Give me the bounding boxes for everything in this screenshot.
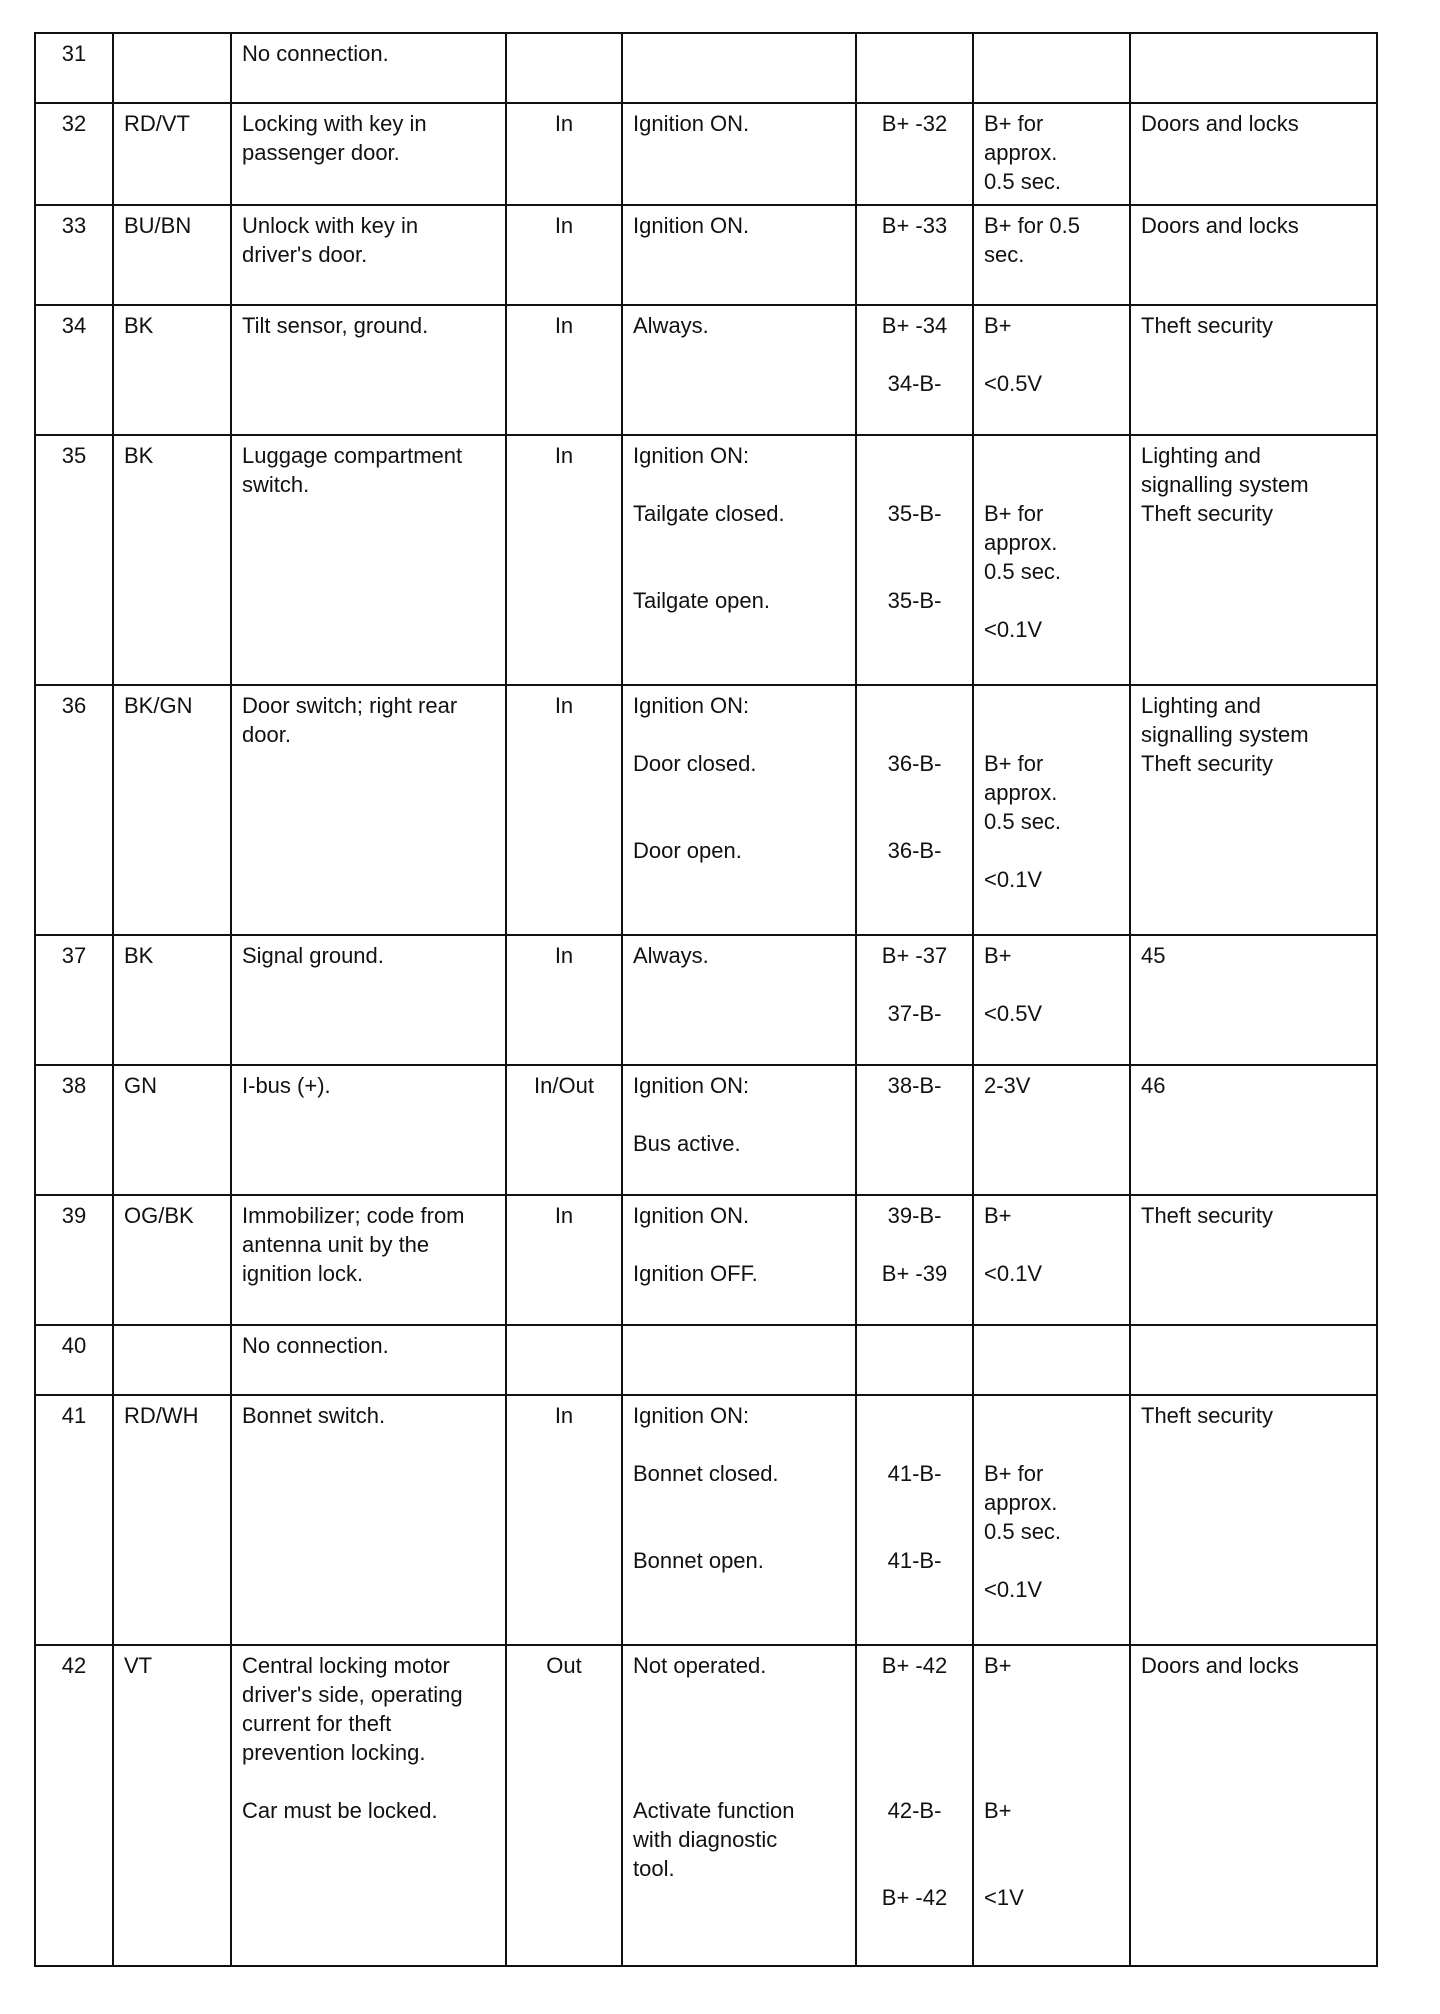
cell-line: Immobilizer; code from xyxy=(242,1203,465,1228)
cell-line: <0.5V xyxy=(984,1001,1043,1026)
direction-cell: In xyxy=(506,1395,622,1645)
cell-line: Always. xyxy=(633,943,709,968)
system-cell xyxy=(1130,1395,1377,1645)
cell-line: Central locking motor xyxy=(242,1653,450,1678)
cell-line: 36-B- xyxy=(887,838,942,863)
cell-line: 35-B- xyxy=(887,588,942,613)
table-row xyxy=(35,33,1377,103)
cell-line: 0.5 sec. xyxy=(984,559,1062,584)
table-body xyxy=(35,33,1377,1966)
cell-line xyxy=(863,470,966,499)
condition-cell xyxy=(622,435,856,685)
wire-color-cell xyxy=(113,1325,231,1395)
cell-line: B+ xyxy=(984,313,1012,338)
direction-cell xyxy=(506,1325,622,1395)
cell-line: Tailgate open. xyxy=(633,588,770,613)
cell-line: Theft security xyxy=(1141,751,1274,776)
cell-line: Ignition ON: xyxy=(633,1073,750,1098)
cell-line: B+ -33 xyxy=(881,213,948,238)
description-cell xyxy=(231,1195,506,1325)
cell-line: Not operated. xyxy=(633,1653,767,1678)
cell-line: B+ for xyxy=(984,751,1044,776)
wire-color-cell: BK xyxy=(113,435,231,685)
wire-color-cell: BK xyxy=(113,305,231,435)
cell-line xyxy=(863,340,966,369)
cell-line: Theft security xyxy=(1141,313,1274,338)
cell-line: Bonnet open. xyxy=(633,1548,764,1573)
connector-pin-table xyxy=(34,32,1378,1967)
cell-line: Lighting and xyxy=(1141,693,1261,718)
cell-line xyxy=(984,586,1119,615)
cell-line: 42-B- xyxy=(887,1798,942,1823)
cell-line: Ignition ON: xyxy=(633,1403,750,1428)
cell-line: B+ -37 xyxy=(881,943,948,968)
cell-line: <1V xyxy=(984,1885,1024,1910)
cell-line: 46 xyxy=(1141,1073,1166,1098)
table-row xyxy=(35,1325,1377,1395)
condition-cell xyxy=(622,205,856,305)
cell-line: 41-B- xyxy=(887,1548,942,1573)
cell-line xyxy=(863,1767,966,1796)
cell-line xyxy=(863,807,966,836)
description-cell xyxy=(231,1645,506,1966)
cell-line: B+ xyxy=(984,1798,1012,1823)
cell-line: approx. xyxy=(984,780,1058,805)
cell-line: driver's side, operating xyxy=(242,1682,463,1707)
cell-line xyxy=(633,778,845,807)
cell-line: 35-B- xyxy=(887,501,942,526)
table-row xyxy=(35,1395,1377,1645)
description-cell xyxy=(231,685,506,935)
value-cell xyxy=(973,1645,1130,1966)
cell-line xyxy=(633,1738,845,1767)
pin-number-cell: 33 xyxy=(35,205,113,305)
cell-line: Tailgate closed. xyxy=(633,501,785,526)
cell-line: <0.1V xyxy=(984,867,1043,892)
system-cell xyxy=(1130,1325,1377,1395)
condition-cell xyxy=(622,1325,856,1395)
table-row xyxy=(35,1195,1377,1325)
cell-line xyxy=(633,1430,845,1459)
description-cell xyxy=(231,1065,506,1195)
measurement-point-cell xyxy=(856,1645,973,1966)
cell-line: No connection. xyxy=(242,1333,389,1358)
cell-line: B+ xyxy=(984,1653,1012,1678)
cell-line: Ignition OFF. xyxy=(633,1261,758,1286)
direction-cell: In xyxy=(506,305,622,435)
cell-line: No connection. xyxy=(242,41,389,66)
measurement-point-cell xyxy=(856,1065,973,1195)
cell-line: B+ for xyxy=(984,501,1044,526)
pin-number-cell: 35 xyxy=(35,435,113,685)
cell-line: Bonnet switch. xyxy=(242,1403,386,1428)
cell-line: prevention locking. xyxy=(242,1740,426,1765)
cell-line xyxy=(633,1767,845,1796)
cell-line: tool. xyxy=(633,1856,675,1881)
cell-line xyxy=(984,720,1119,749)
wire-color-cell: RD/VT xyxy=(113,103,231,205)
cell-line: 37-B- xyxy=(887,1001,942,1026)
wire-color-cell: GN xyxy=(113,1065,231,1195)
cell-line xyxy=(984,1767,1119,1796)
cell-line: Door open. xyxy=(633,838,742,863)
cell-line: Theft security xyxy=(1141,1203,1274,1228)
cell-line: approx. xyxy=(984,1490,1058,1515)
value-cell xyxy=(973,103,1130,205)
cell-line: approx. xyxy=(984,140,1058,165)
cell-line: 41-B- xyxy=(887,1461,942,1486)
cell-line xyxy=(633,470,845,499)
direction-cell: In/Out xyxy=(506,1065,622,1195)
cell-line: Doors and locks xyxy=(1141,111,1299,136)
system-cell xyxy=(1130,1065,1377,1195)
cell-line: Ignition ON: xyxy=(633,693,750,718)
cell-line: Bonnet closed. xyxy=(633,1461,779,1486)
cell-line: B+ -42 xyxy=(881,1653,948,1678)
cell-line: 38-B- xyxy=(887,1073,942,1098)
pin-number-cell: 37 xyxy=(35,935,113,1065)
cell-line: Lighting and xyxy=(1141,443,1261,468)
cell-line: antenna unit by the xyxy=(242,1232,430,1257)
pin-number-cell: 42 xyxy=(35,1645,113,1966)
cell-line: sec. xyxy=(984,242,1025,267)
cell-line xyxy=(633,1488,845,1517)
description-cell xyxy=(231,103,506,205)
value-cell xyxy=(973,685,1130,935)
cell-line: 34-B- xyxy=(887,371,942,396)
system-cell xyxy=(1130,685,1377,935)
cell-line: Car must be locked. xyxy=(242,1798,438,1823)
condition-cell xyxy=(622,685,856,935)
system-cell xyxy=(1130,33,1377,103)
description-cell xyxy=(231,1395,506,1645)
pin-number-cell: 38 xyxy=(35,1065,113,1195)
cell-line xyxy=(984,1854,1119,1883)
value-cell xyxy=(973,205,1130,305)
cell-line xyxy=(633,1709,845,1738)
cell-line: signalling system xyxy=(1141,472,1309,497)
value-cell xyxy=(973,305,1130,435)
system-cell xyxy=(1130,1195,1377,1325)
table-row xyxy=(35,685,1377,935)
direction-cell: Out xyxy=(506,1645,622,1966)
pin-number-cell: 32 xyxy=(35,103,113,205)
measurement-point-cell xyxy=(856,435,973,685)
cell-line: Doors and locks xyxy=(1141,1653,1299,1678)
description-cell xyxy=(231,1325,506,1395)
system-cell xyxy=(1130,205,1377,305)
cell-line xyxy=(863,1488,966,1517)
cell-line: signalling system xyxy=(1141,722,1309,747)
cell-line xyxy=(984,441,1119,470)
cell-line: Doors and locks xyxy=(1141,213,1299,238)
value-cell xyxy=(973,935,1130,1065)
condition-cell xyxy=(622,103,856,205)
cell-line xyxy=(863,691,966,720)
cell-line: B+ -32 xyxy=(881,111,948,136)
cell-line xyxy=(984,1230,1119,1259)
cell-line xyxy=(984,1546,1119,1575)
cell-line xyxy=(863,528,966,557)
cell-line: B+ for xyxy=(984,111,1044,136)
table-row xyxy=(35,1645,1377,1966)
cell-line: Tilt sensor, ground. xyxy=(242,313,429,338)
cell-line: Door switch; right rear xyxy=(242,693,458,718)
cell-line: with diagnostic xyxy=(633,1827,778,1852)
cell-line: <0.5V xyxy=(984,371,1043,396)
cell-line xyxy=(863,1230,966,1259)
cell-line xyxy=(984,1709,1119,1738)
system-cell xyxy=(1130,305,1377,435)
cell-line: Bus active. xyxy=(633,1131,741,1156)
description-cell xyxy=(231,205,506,305)
cell-line xyxy=(863,1709,966,1738)
description-cell xyxy=(231,305,506,435)
cell-line xyxy=(633,528,845,557)
table-row xyxy=(35,305,1377,435)
cell-line: switch. xyxy=(242,472,310,497)
value-cell xyxy=(973,1325,1130,1395)
cell-line xyxy=(633,1100,845,1129)
direction-cell: In xyxy=(506,205,622,305)
pin-number-cell: 41 xyxy=(35,1395,113,1645)
pin-number-cell: 34 xyxy=(35,305,113,435)
description-cell xyxy=(231,935,506,1065)
cell-line: B+ xyxy=(984,943,1012,968)
description-cell xyxy=(231,435,506,685)
system-cell xyxy=(1130,435,1377,685)
cell-line: I-bus (+). xyxy=(242,1073,331,1098)
value-cell xyxy=(973,1065,1130,1195)
cell-line: Ignition ON. xyxy=(633,1203,750,1228)
wire-color-cell: VT xyxy=(113,1645,231,1966)
cell-line: 45 xyxy=(1141,943,1166,968)
cell-line xyxy=(984,340,1119,369)
cell-line: ignition lock. xyxy=(242,1261,364,1286)
cell-line: Ignition ON. xyxy=(633,213,750,238)
cell-line xyxy=(633,720,845,749)
cell-line xyxy=(863,1430,966,1459)
system-cell xyxy=(1130,1645,1377,1966)
measurement-point-cell xyxy=(856,685,973,935)
condition-cell xyxy=(622,305,856,435)
cell-line: Luggage compartment xyxy=(242,443,463,468)
condition-cell xyxy=(622,1395,856,1645)
cell-line: current for theft xyxy=(242,1711,392,1736)
condition-cell xyxy=(622,33,856,103)
cell-line: B+ -42 xyxy=(881,1885,948,1910)
table-row xyxy=(35,205,1377,305)
cell-line xyxy=(863,720,966,749)
measurement-point-cell xyxy=(856,1395,973,1645)
cell-line: 0.5 sec. xyxy=(984,169,1062,194)
description-cell xyxy=(231,33,506,103)
measurement-point-cell xyxy=(856,1325,973,1395)
cell-line xyxy=(242,1767,495,1796)
measurement-point-cell xyxy=(856,33,973,103)
cell-line: Activate function xyxy=(633,1798,795,1823)
wire-color-cell: OG/BK xyxy=(113,1195,231,1325)
direction-cell: In xyxy=(506,685,622,935)
cell-line xyxy=(863,778,966,807)
cell-line xyxy=(863,1825,966,1854)
cell-line: <0.1V xyxy=(984,1577,1043,1602)
cell-line xyxy=(863,1401,966,1430)
direction-cell xyxy=(506,33,622,103)
cell-line xyxy=(863,1517,966,1546)
cell-line xyxy=(633,807,845,836)
cell-line: 0.5 sec. xyxy=(984,809,1062,834)
table-row xyxy=(35,935,1377,1065)
cell-line xyxy=(984,470,1119,499)
cell-line xyxy=(984,1825,1119,1854)
measurement-point-cell xyxy=(856,1195,973,1325)
direction-cell: In xyxy=(506,1195,622,1325)
cell-line: 36-B- xyxy=(887,751,942,776)
cell-line: Unlock with key in xyxy=(242,213,419,238)
wire-color-cell: RD/WH xyxy=(113,1395,231,1645)
cell-line: Always. xyxy=(633,313,709,338)
cell-line: Theft security xyxy=(1141,501,1274,526)
cell-line xyxy=(863,1738,966,1767)
measurement-point-cell xyxy=(856,935,973,1065)
wire-color-cell xyxy=(113,33,231,103)
direction-cell: In xyxy=(506,435,622,685)
cell-line xyxy=(984,1738,1119,1767)
cell-line xyxy=(984,1680,1119,1709)
cell-line: approx. xyxy=(984,530,1058,555)
cell-line: door. xyxy=(242,722,291,747)
cell-line: <0.1V xyxy=(984,1261,1043,1286)
cell-line xyxy=(863,441,966,470)
value-cell xyxy=(973,1395,1130,1645)
cell-line xyxy=(633,1230,845,1259)
cell-line xyxy=(863,970,966,999)
table-row xyxy=(35,1065,1377,1195)
cell-line: Signal ground. xyxy=(242,943,384,968)
cell-line xyxy=(633,1517,845,1546)
cell-line: 0.5 sec. xyxy=(984,1519,1062,1544)
condition-cell xyxy=(622,1065,856,1195)
table-row xyxy=(35,435,1377,685)
system-cell xyxy=(1130,935,1377,1065)
wire-color-cell: BU/BN xyxy=(113,205,231,305)
pin-number-cell: 36 xyxy=(35,685,113,935)
cell-line xyxy=(984,1430,1119,1459)
cell-line xyxy=(863,1854,966,1883)
cell-line xyxy=(863,557,966,586)
cell-line: 2-3V xyxy=(984,1073,1031,1098)
cell-line: driver's door. xyxy=(242,242,368,267)
cell-line: Door closed. xyxy=(633,751,757,776)
condition-cell xyxy=(622,1195,856,1325)
pin-number-cell: 31 xyxy=(35,33,113,103)
cell-line: B+ -39 xyxy=(881,1261,948,1286)
condition-cell xyxy=(622,1645,856,1966)
cell-line: <0.1V xyxy=(984,617,1043,642)
cell-line xyxy=(863,1680,966,1709)
cell-line xyxy=(984,1401,1119,1430)
measurement-point-cell xyxy=(856,305,973,435)
cell-line: Locking with key in xyxy=(242,111,427,136)
table-row xyxy=(35,103,1377,205)
direction-cell: In xyxy=(506,935,622,1065)
condition-cell xyxy=(622,935,856,1065)
cell-line: B+ -34 xyxy=(881,313,948,338)
value-cell xyxy=(973,33,1130,103)
cell-line xyxy=(984,836,1119,865)
pin-number-cell: 39 xyxy=(35,1195,113,1325)
cell-line: Theft security xyxy=(1141,1403,1274,1428)
cell-line: Ignition ON. xyxy=(633,111,750,136)
cell-line: Ignition ON: xyxy=(633,443,750,468)
cell-line: B+ for 0.5 xyxy=(984,213,1081,238)
wire-color-cell: BK xyxy=(113,935,231,1065)
cell-line: B+ for xyxy=(984,1461,1044,1486)
value-cell xyxy=(973,1195,1130,1325)
wire-color-cell: BK/GN xyxy=(113,685,231,935)
cell-line: B+ xyxy=(984,1203,1012,1228)
direction-cell: In xyxy=(506,103,622,205)
measurement-point-cell xyxy=(856,103,973,205)
cell-line xyxy=(984,970,1119,999)
value-cell xyxy=(973,435,1130,685)
system-cell xyxy=(1130,103,1377,205)
cell-line: 39-B- xyxy=(887,1203,942,1228)
cell-line xyxy=(984,691,1119,720)
cell-line: passenger door. xyxy=(242,140,400,165)
measurement-point-cell xyxy=(856,205,973,305)
pin-number-cell: 40 xyxy=(35,1325,113,1395)
cell-line xyxy=(633,1680,845,1709)
cell-line xyxy=(633,557,845,586)
